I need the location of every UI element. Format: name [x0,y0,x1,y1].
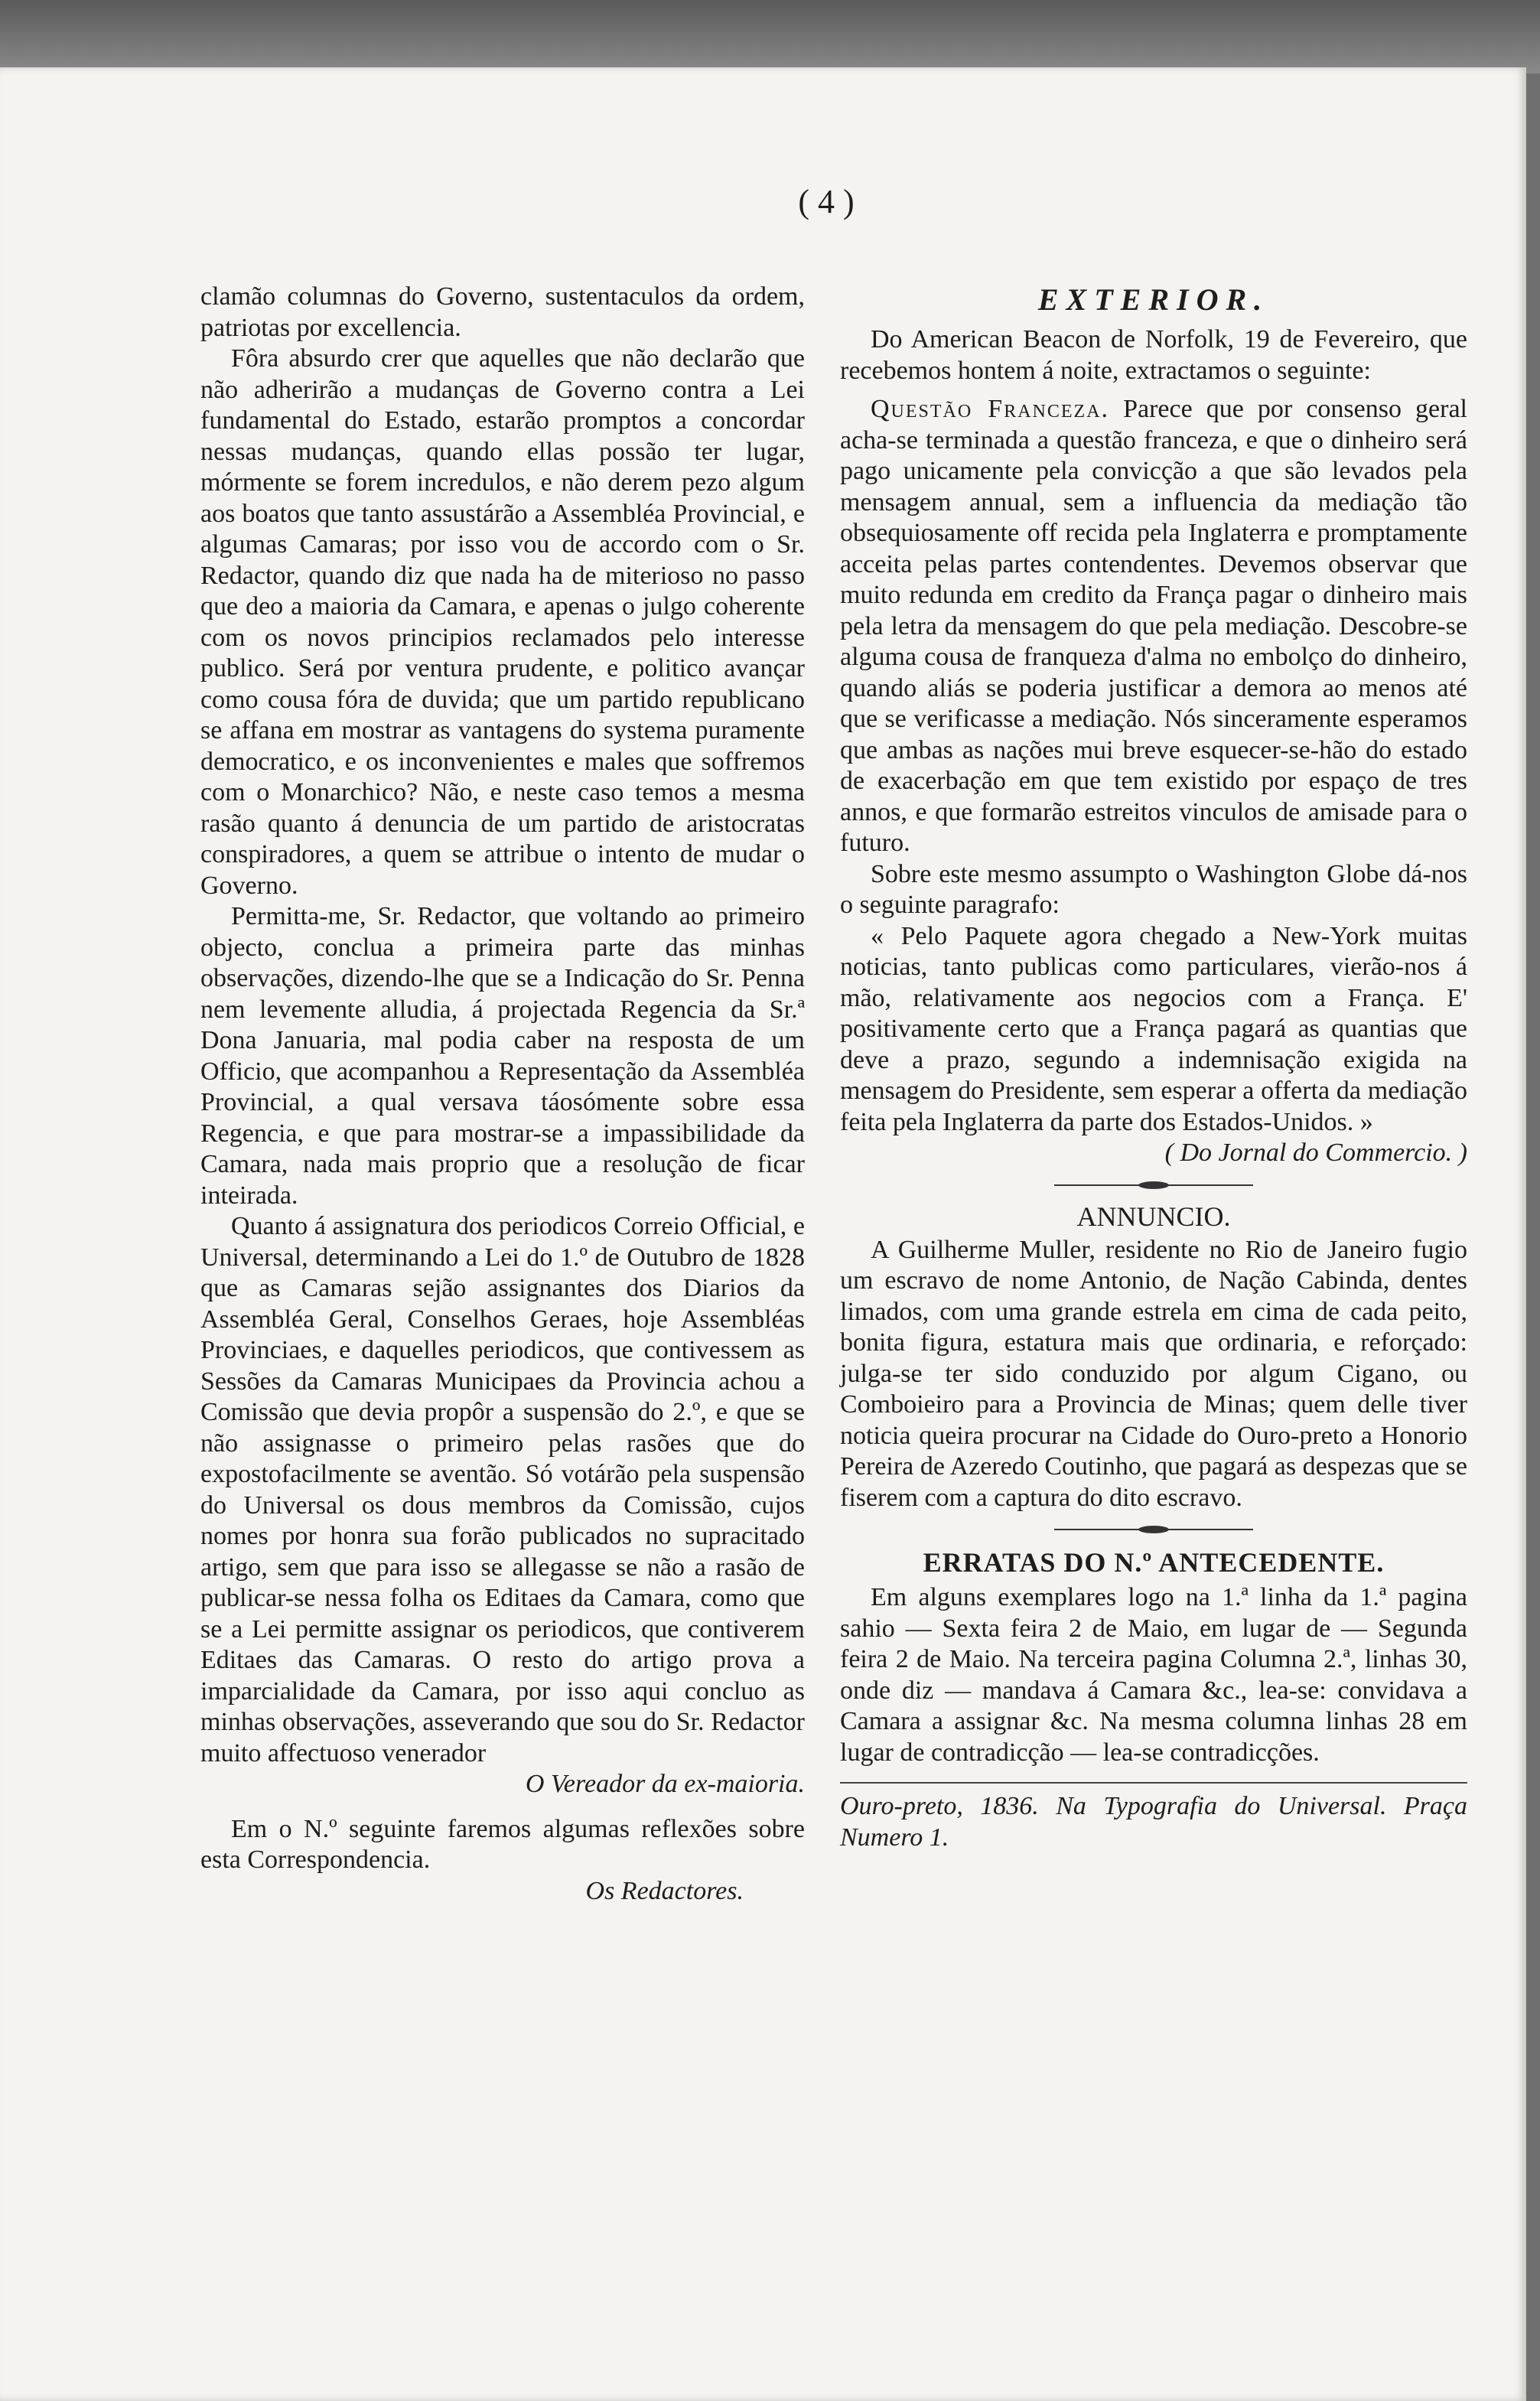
ornamental-rule [1054,1180,1253,1191]
section-heading-annuncio: ANNUNCIO. [1076,1200,1231,1232]
questao-text: Parece que por consenso geral acha-se terminada a questão franceza, e que o dinheiro será pago unicamente pela convicção a que são levados pela mensagem annual, sem a influencia da mediação tão obsequiosamente off recida pela Inglaterra e promptamente acceita pelas partes contendentes. Devemos observar que muito redunda em credito da França pagar o dinheiro mais pela letra da mensagem do que pela mediação. Descobre-se alguma cousa de franqueza d'alma no embolço do dinheiro, quando aliás se poderia justificar a demora ao menos até que se verificasse a mediação. Nós sinceramente esperamos que ambas as nações mui breve esquecer-se-hão do estado de exacerbação em que tem existido por espaço de tres annos, e que formarão estreitos vinculos de amisade para o futuro. [840,395,1467,857]
exterior-paragraph-questao [840,394,1467,859]
questao-lead: Questão Franceza. [871,395,1110,423]
imprint-line: Ouro-preto, 1836. Na Typografia do Universal. Praça Numero 1. [840,1782,1467,1853]
section-heading-exterior: EXTERIOR. [1037,282,1270,317]
left-paragraph-1: clamão columnas do Governo, sustentaculos da ordem, patriotas por excellencia. [200,282,805,342]
scan-background [0,0,1540,73]
signature-vereador: O Vereador da ex-maioria. [525,1770,805,1798]
source-attribution: ( Do Jornal do Commercio. ) [1164,1139,1467,1167]
exterior-paragraph-globe: Sobre este mesmo assumpto o Washington Globe dá-nos o seguinte paragrafo: [840,859,1467,919]
erratas-text: Em alguns exemplares logo na 1.ª linha da 1.ª pagina sahio — Sexta feira 2 de Maio, em lugar de — Segunda feira 2 de Maio. Na terceira pagina Columna 2.ª, linhas 30, onde diz — mandava á Camara &c., lea-se: convidava a Camara a assignar &c. Na mesma columna linhas 28 em lugar de contradicção — lea-se contradicções. [840,1583,1467,1767]
signature-redactores: Os Redactores. [585,1876,744,1905]
left-paragraph-4: Quanto á assignatura dos periodicos Correio Official, e Universal, determinando a Lei do 1.º de Outubro de 1828 que as Camaras sejão assignantes dos Diarios da Assembléa Geral, Conselhos Geraes, hoje Assembléas Provinciaes, e daquelles periodicos, que contivessem as Sessões da Camaras Municipaes da Provincia achou a Comissão que devia propôr a suspensão do 2.º, e que se não assignasse o primeiro pelas rasões que do expostofacilmente se aventão. Só votárão pela suspensão do Universal os dous membros da Comissão, cujos nomes por honra sua forão publicados no supracitado artigo, sem que para isso se allegasse se não a rasão de publicar-se nessa folha os Editaes da Camara, como que se a Lei permitte assignar os periodicos, que contiverem Editaes das Camaras. O resto do artigo prova a imparcialidade da Camara, por isso aqui concluo as minhas observações, asseverando que sou do Sr. Redactor muito affectuoso venerador [200,1212,805,1767]
ornamental-rule-2 [1054,1524,1253,1535]
section-heading-erratas: ERRATAS DO N.º ANTECEDENTE. [923,1547,1385,1578]
page-number: ( 4 ) [798,183,855,220]
right-column [840,282,1467,1853]
left-column [200,282,805,1907]
newspaper-page [0,67,1526,2401]
exterior-intro: Do American Beacon de Norfolk, 19 de Fevereiro, que recebemos hontem á noite, extractamos o seguinte: [840,325,1467,385]
annuncio-text: A Guilherme Muller, residente no Rio de Janeiro fugio um escravo de nome Antonio, de Nação Cabinda, dentes limados, com uma grande estrela em cima de cada peito, bonita figura, estatura mais que ordinaria, e reforçado: julga-se ter sido conduzido por algum Cigano, ou Comboieiro para a Provincia de Minas; quem delle tiver noticia queira procurar na Cidade do Ouro-preto a Honorio Pereira de Azeredo Coutinho, que pagará as despezas que se fiserem com a captura do dito escravo. [840,1235,1467,1512]
left-paragraph-2: Fôra absurdo crer que aquelles que não declarão que não adherirão a mudanças de Governo contra a Lei fundamental do Estado, estarão promptos a concordar nessas mudanças, quando ellas possão ter lugar, mórmente se forem incredulos, e não derem pezo algum aos boatos que tanto assustárão a Assembléa Provincial, e algumas Camaras; por isso vou de accordo com o Sr. Redactor, quando diz que nada ha de miterioso no passo que deo a maioria da Camara, e apenas o julgo coherente com os novos principios reclamados pelo interesse publico. Será por ventura prudente, e politico avançar como cousa fóra de duvida; que um partido republicano se affana em mostrar as vantagens do systema puramente democratico, e os inconvenientes e males que soffremos com o Monarchico? Não, e neste caso temos a mesma rasão quanto á denuncia de um partido de aristocratas conspiradores, a quem se attribue o intento de mudar o Governo. [200,344,805,900]
exterior-quote: « Pelo Paquete agora chegado a New-York muitas noticias, tanto publicas como particulares, vierão-nos á mão, relativamente aos negocios com a França. E' positivamente certo que a França pagará as quantias que deve a prazo, segundo a indemnisação exigida na mensagem do Presidente, sem esperar a offerta da mediação feita pela Inglaterra da parte dos Estados-Unidos. » [840,921,1467,1136]
left-paragraph-3: Permitta-me, Sr. Redactor, que voltando ao primeiro objecto, conclua a primeira parte das minhas observações, dizendo-lhe que se a Indicação do Sr. Penna nem levemente alludia, á projectada Regencia da Sr.ª Dona Januaria, mal podia caber na resposta de um Officio, que acompanhou a Representação da Assembléa Provincial, a qual versava táosómente sobre essa Regencia, e que para mostrar-se a impassibilidade da Camara, nada mais proprio que a resolução de ficar inteirada. [200,902,805,1210]
left-paragraph-5: Em o N.º seguinte faremos algumas reflexões sobre esta Correspondencia. [200,1814,805,1874]
